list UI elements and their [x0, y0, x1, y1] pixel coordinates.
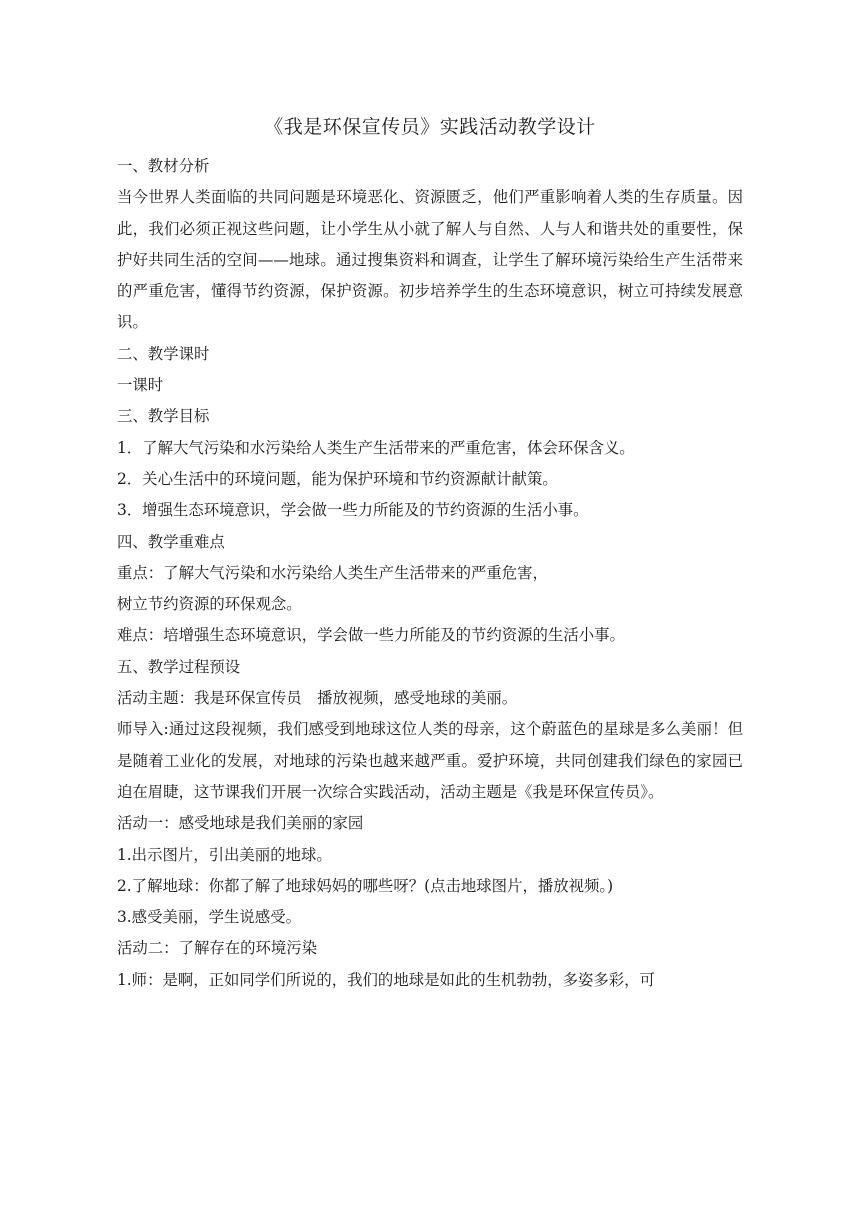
paragraph-textbook-analysis: 当今世界人类面临的共同问题是环境恶化、资源匮乏，他们严重影响着人类的生存质量。因此，我们必须正视这些问题，让小学生从小就了解人与自然、人与人和谐共处的重要性，保护好共同生活的空间——地球。通过搜集资料和调查，让学生了解环境污染给生产生活带来的严重危害，懂得节约资源，保护资源。初步培养学生的生态环境意识，树立可持续发展意识。	[117, 188, 743, 332]
list-item-goal-1: 1．了解大气污染和水污染给人类生产生活带来的严重危害，体会环保含义。	[117, 438, 635, 457]
paragraph-activity-one-title: 活动一：感受地球是我们美丽的家园	[117, 814, 364, 833]
paragraph-key-point-line-2: 树立节约资源的环保观念。	[117, 595, 302, 614]
list-item-goal-2: 2．关心生活中的环境问题，能为保护环境和节约资源献计献策。	[117, 469, 558, 488]
list-item-activity-one-step-3: 3.感受美丽，学生说感受。	[117, 908, 301, 927]
paragraph-difficult-point: 难点：培增强生态环境意识，学会做一些力所能及的节约资源的生活小事。	[117, 626, 625, 645]
section-heading-textbook-analysis: 一、教材分析	[117, 157, 210, 175]
list-item-activity-two-step-1: 1.师：是啊，正如同学们所说的，我们的地球是如此的生机勃勃，多姿多彩，可	[117, 970, 655, 989]
paragraph-activity-two-title: 活动二：了解存在的环境污染	[117, 939, 318, 958]
section-heading-teaching-goals: 三、教学目标	[117, 407, 210, 426]
list-item-activity-one-step-1: 1.出示图片，引出美丽的地球。	[117, 845, 332, 864]
list-item-activity-one-step-2: 2.了解地球：你都了解了地球妈妈的哪些呀？(点击地球图片，播放视频。)	[117, 876, 614, 895]
section-heading-key-difficult-points: 四、教学重难点	[117, 532, 225, 551]
paragraph-activity-theme: 活动主题：我是环保宣传员 播放视频，感受地球的美丽。	[117, 689, 518, 708]
section-heading-teaching-process: 五、教学过程预设	[117, 657, 241, 676]
paragraph-key-point-line-1: 重点：了解大气污染和水污染给人类生产生活带来的严重危害，	[117, 563, 548, 582]
paragraph-teacher-intro: 师导入:通过这段视频，我们感受到地球这位人类的母亲，这个蔚蓝色的星球是多么美丽！但是随着工业化的发展，对地球的污染也越来越严重。爱护环境，共同创建我们绿色的家园已迫在眉睫，这节课我们开展一次综合实践活动，活动主题是《我是环保宣传员》。	[117, 720, 743, 801]
paragraph-class-hours: 一课时	[117, 376, 164, 395]
document-body	[117, 106, 743, 996]
list-item-goal-3: 3．增强生态环境意识，学会做一些力所能及的节约资源的生活小事。	[117, 501, 589, 520]
section-heading-class-hours: 二、教学课时	[117, 344, 210, 363]
document-title: 《我是环保宣传员》实践活动教学设计	[264, 116, 596, 138]
